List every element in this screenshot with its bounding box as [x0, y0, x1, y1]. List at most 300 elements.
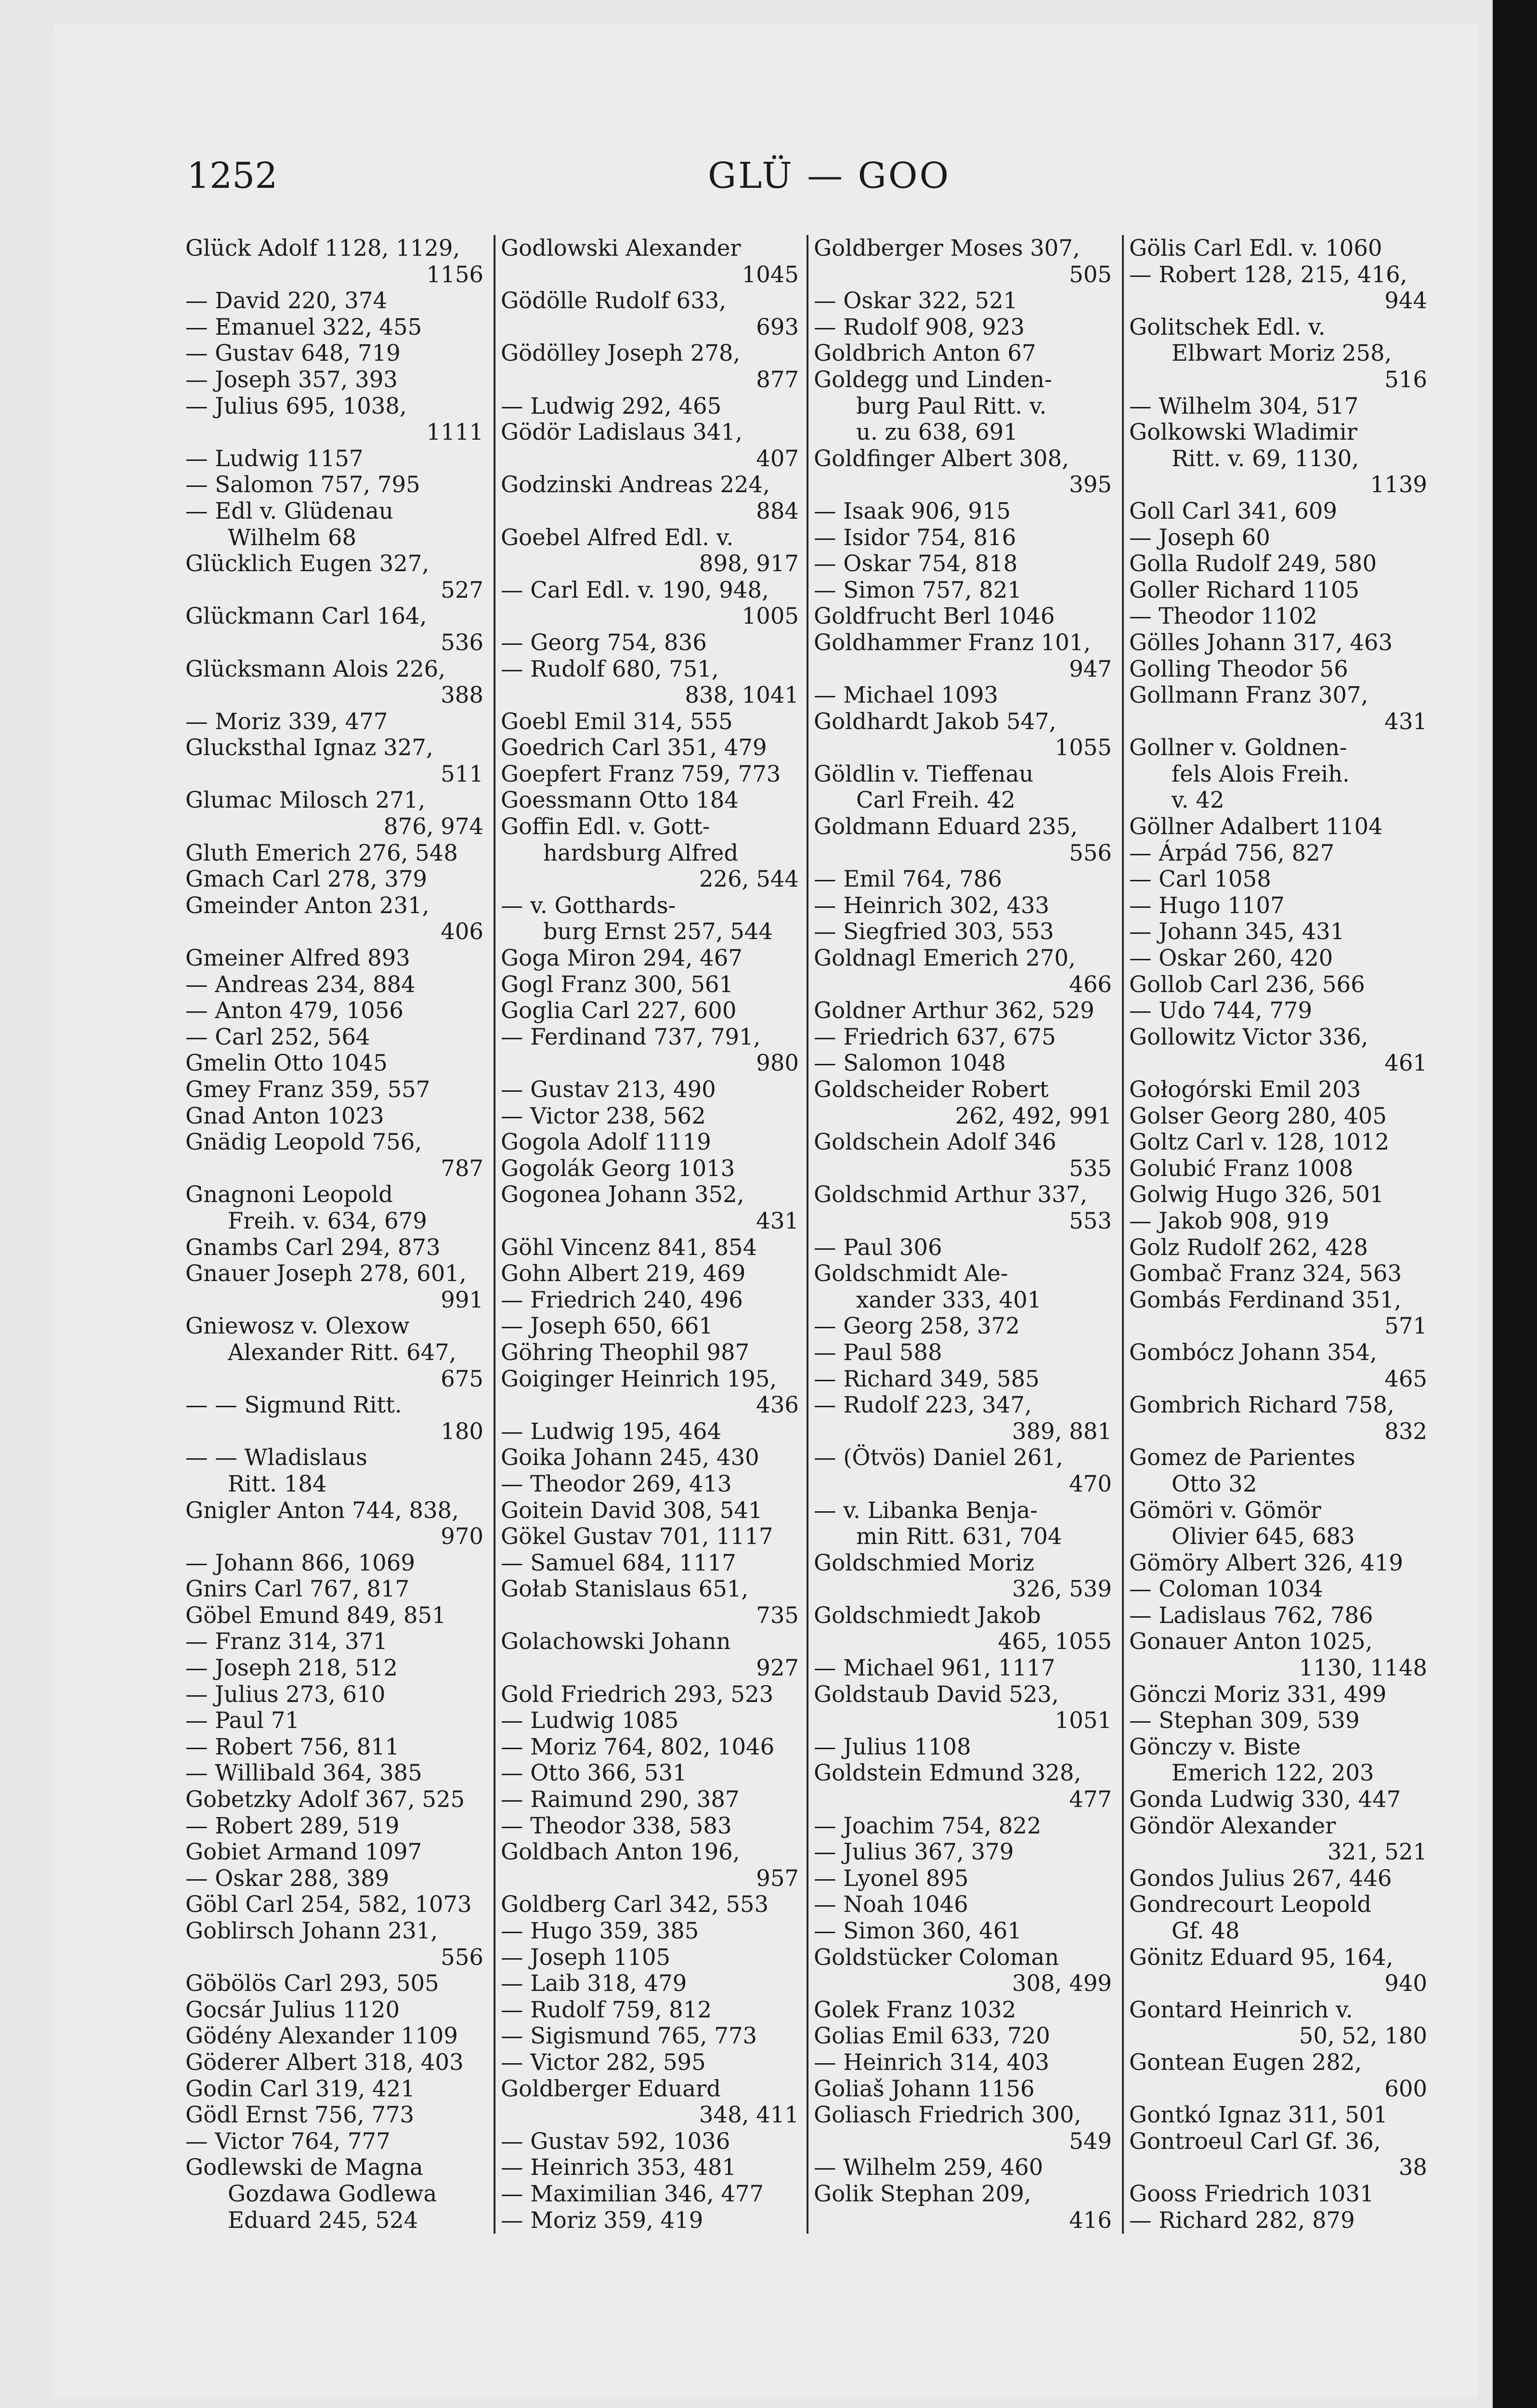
- index-entry-continuation: 556: [1069, 839, 1112, 866]
- index-entry-continuation: 1051: [1055, 1707, 1112, 1734]
- index-entry: Glücklich Eugen 327,: [185, 550, 430, 577]
- index-entry: Goitein David 308, 541: [501, 1497, 763, 1523]
- index-entry: — Laib 318, 479: [501, 1970, 687, 1997]
- index-entry: — Oskar 260, 420: [1129, 945, 1333, 971]
- index-column-3: [814, 235, 1115, 2233]
- index-entry: — Wilhelm 304, 517: [1129, 393, 1359, 419]
- index-entry: Eduard 245, 524: [228, 2207, 418, 2233]
- index-entry: — Hugo 1107: [1129, 892, 1285, 918]
- index-entry: Goldschmied Moriz: [814, 1549, 1034, 1576]
- index-entry: fels Alois Freih.: [1172, 760, 1350, 787]
- index-entry: — Paul 588: [814, 1339, 942, 1365]
- index-entry: Gnad Anton 1023: [185, 1102, 384, 1129]
- index-entry: Goldfinger Albert 308,: [814, 445, 1069, 471]
- index-entry: — Rudolf 908, 923: [814, 314, 1025, 340]
- index-entry-continuation: 535: [1069, 1155, 1112, 1181]
- index-entry: Golachowski Johann: [501, 1628, 731, 1655]
- index-entry: Gönitz Eduard 95, 164,: [1129, 1944, 1394, 1970]
- index-entry: — David 220, 374: [185, 288, 388, 314]
- index-entry: — Gustav 648, 719: [185, 340, 401, 366]
- index-entry-continuation: 50, 52, 180: [1299, 2023, 1427, 2049]
- index-entry: Gonauer Anton 1025,: [1129, 1628, 1373, 1655]
- index-entry: Gönczy v. Biste: [1129, 1733, 1301, 1760]
- page-number: 1252: [187, 155, 278, 196]
- index-entry: — Salomon 757, 795: [185, 471, 420, 498]
- index-entry: Gnirs Carl 767, 817: [185, 1576, 410, 1602]
- index-entry-continuation: 466: [1069, 971, 1112, 997]
- index-entry: — Robert 128, 215, 416,: [1129, 261, 1407, 288]
- index-entry: Goldstaub David 523,: [814, 1681, 1059, 1707]
- index-entry: — Joseph 650, 661: [501, 1313, 713, 1339]
- index-entry: Glumac Milosch 271,: [185, 787, 426, 813]
- index-entry: Gołab Stanislaus 651,: [501, 1576, 749, 1602]
- index-entry: — Raimund 290, 387: [501, 1786, 740, 1813]
- index-entry: — v. Gotthards-: [501, 892, 676, 918]
- index-entry: Goga Miron 294, 467: [501, 945, 742, 971]
- index-entry: Golz Rudolf 262, 428: [1129, 1234, 1368, 1260]
- index-entry: Goldberg Carl 342, 553: [501, 1891, 769, 1918]
- index-entry: Golias Emil 633, 720: [814, 2023, 1050, 2049]
- index-entry: Goldbrich Anton 67: [814, 340, 1036, 366]
- index-entry: — Gustav 592, 1036: [501, 2128, 730, 2154]
- index-entry: Gmeiner Alfred 893: [185, 945, 410, 971]
- index-entry: Godlewski de Magna: [185, 2154, 423, 2181]
- index-entry: Goessmann Otto 184: [501, 787, 739, 813]
- index-entry: Gontroeul Carl Gf. 36,: [1129, 2128, 1381, 2154]
- index-entry: — v. Libanka Benja-: [814, 1497, 1038, 1523]
- index-entry: Gogl Franz 300, 561: [501, 971, 734, 997]
- index-entry: Godin Carl 319, 421: [185, 2075, 415, 2102]
- index-entry: Gödör Ladislaus 341,: [501, 419, 742, 445]
- index-entry-continuation: 38: [1398, 2154, 1427, 2181]
- index-entry: Goldschmiedt Jakob: [814, 1602, 1041, 1628]
- index-entry: — Friedrich 240, 496: [501, 1286, 743, 1313]
- index-entry: Gogonea Johann 352,: [501, 1181, 744, 1208]
- index-entry: Gogola Adolf 1119: [501, 1129, 711, 1155]
- index-entry: — Paul 306: [814, 1234, 942, 1260]
- index-entry: Gobiet Armand 1097: [185, 1839, 422, 1865]
- index-entry: — Wilhelm 259, 460: [814, 2154, 1043, 2181]
- index-entry-continuation: 787: [441, 1155, 483, 1181]
- running-head: GLÜ — GOO: [708, 155, 951, 196]
- index-entry: Göhring Theophil 987: [501, 1339, 750, 1365]
- index-entry-continuation: 675: [441, 1365, 483, 1392]
- index-entry: Gogolák Georg 1013: [501, 1155, 735, 1181]
- index-entry: Goliaš Johann 1156: [814, 2075, 1035, 2102]
- index-entry-continuation: 947: [1069, 655, 1112, 682]
- index-entry: hardsburg Alfred: [543, 839, 739, 866]
- index-entry: Gooss Friedrich 1031: [1129, 2180, 1374, 2207]
- index-entry-continuation: 180: [441, 1418, 483, 1444]
- index-entry: — Carl Edl. v. 190, 948,: [501, 576, 769, 603]
- index-entry: Golik Stephan 209,: [814, 2180, 1031, 2207]
- index-entry: Goltz Carl v. 128, 1012: [1129, 1129, 1390, 1155]
- index-entry: Goldhardt Jakob 547,: [814, 708, 1056, 734]
- index-entry-continuation: 1139: [1370, 471, 1427, 498]
- index-entry: Goldner Arthur 362, 529: [814, 997, 1094, 1024]
- index-entry-continuation: 735: [756, 1602, 799, 1628]
- index-entry: Goglia Carl 227, 600: [501, 997, 737, 1024]
- index-entry: Freih. v. 634, 679: [228, 1207, 427, 1234]
- index-entry: Gniewosz v. Olexow: [185, 1313, 410, 1339]
- index-entry: Göbölös Carl 293, 505: [185, 1970, 439, 1997]
- index-entry-continuation: 516: [1384, 366, 1427, 393]
- index-entry: Gömöry Albert 326, 419: [1129, 1549, 1404, 1576]
- index-entry-continuation: 1045: [742, 261, 799, 288]
- index-entry-continuation: 944: [1384, 288, 1427, 314]
- index-entry: Göndör Alexander: [1129, 1812, 1336, 1839]
- index-entry: Gönczi Moriz 331, 499: [1129, 1681, 1387, 1707]
- index-entry: — Ladislaus 762, 786: [1129, 1602, 1373, 1628]
- index-entry: — Oskar 754, 818: [814, 550, 1018, 577]
- index-entry: — Georg 754, 836: [501, 629, 707, 655]
- index-entry-continuation: 308, 499: [1012, 1970, 1112, 1997]
- index-entry: Godlowski Alexander: [501, 235, 741, 261]
- index-entry: Gondrecourt Leopold: [1129, 1891, 1372, 1918]
- index-entry: — Salomon 1048: [814, 1050, 1006, 1076]
- index-entry: Goldfrucht Berl 1046: [814, 603, 1055, 629]
- index-entry: Gluth Emerich 276, 548: [185, 839, 458, 866]
- index-entry: — Victor 764, 777: [185, 2128, 391, 2154]
- index-entry: u. zu 638, 691: [856, 419, 1018, 445]
- index-entry: Gold Friedrich 293, 523: [501, 1681, 774, 1707]
- index-entry: — Isidor 754, 816: [814, 524, 1016, 550]
- index-entry: Gocsár Julius 1120: [185, 1996, 400, 2023]
- index-entry: — Theodor 1102: [1129, 603, 1317, 629]
- index-entry: Gombás Ferdinand 351,: [1129, 1286, 1402, 1313]
- index-entry-continuation: 553: [1069, 1207, 1112, 1234]
- index-entry: Goldschein Adolf 346: [814, 1129, 1056, 1155]
- index-entry: — — Sigmund Ritt.: [185, 1392, 402, 1418]
- index-entry-continuation: 884: [756, 497, 799, 524]
- index-entry: Goldmann Eduard 235,: [814, 813, 1078, 840]
- index-entry: Goller Richard 1105: [1129, 576, 1360, 603]
- index-entry: — Carl 252, 564: [185, 1023, 370, 1050]
- index-entry-continuation: 505: [1069, 261, 1112, 288]
- index-entry-continuation: 461: [1384, 1050, 1427, 1076]
- index-entry: Golla Rudolf 249, 580: [1129, 550, 1377, 577]
- index-entry: Goldscheider Robert: [814, 1076, 1049, 1102]
- index-entry: — Joseph 1105: [501, 1944, 671, 1970]
- index-entry: Golitschek Edl. v.: [1129, 314, 1326, 340]
- index-entry: — Emanuel 322, 455: [185, 314, 422, 340]
- index-entry-continuation: 511: [441, 760, 483, 787]
- index-entry: Gnädig Leopold 756,: [185, 1129, 422, 1155]
- index-entry: — Moriz 339, 477: [185, 708, 388, 734]
- index-entry: Goebl Emil 314, 555: [501, 708, 733, 734]
- index-column-2: [501, 235, 802, 2233]
- index-entry: Gontkó Ignaz 311, 501: [1129, 2102, 1388, 2128]
- index-entry-continuation: 957: [756, 1865, 799, 1891]
- index-entry: Goika Johann 245, 430: [501, 1444, 759, 1471]
- index-entry-continuation: 1111: [426, 419, 483, 445]
- index-entry-continuation: 431: [1384, 708, 1427, 734]
- index-entry: burg Ernst 257, 544: [543, 918, 773, 945]
- index-entry: — Noah 1046: [814, 1891, 968, 1918]
- index-entry: — Rudolf 759, 812: [501, 1996, 712, 2023]
- index-entry: Goiginger Heinrich 195,: [501, 1365, 777, 1392]
- index-entry: — Heinrich 302, 433: [814, 892, 1050, 918]
- index-entry: — Moriz 359, 419: [501, 2207, 703, 2233]
- index-entry: xander 333, 401: [856, 1286, 1042, 1313]
- index-entry: — Theodor 269, 413: [501, 1470, 732, 1497]
- index-entry-continuation: 407: [756, 445, 799, 471]
- index-entry: — Georg 258, 372: [814, 1313, 1020, 1339]
- index-entry-continuation: 571: [1384, 1313, 1427, 1339]
- index-entry-continuation: 321, 521: [1327, 1839, 1427, 1865]
- index-entry: Olivier 645, 683: [1172, 1523, 1355, 1550]
- index-entry: Goebel Alfred Edl. v.: [501, 524, 734, 550]
- index-entry: Gökel Gustav 701, 1117: [501, 1523, 773, 1550]
- index-entry-continuation: 527: [441, 576, 483, 603]
- index-entry: Gondos Julius 267, 446: [1129, 1865, 1392, 1891]
- index-entry: — Joachim 754, 822: [814, 1812, 1042, 1839]
- index-entry-continuation: 477: [1069, 1786, 1112, 1813]
- index-entry: Golwig Hugo 326, 501: [1129, 1181, 1384, 1208]
- index-entry: — Johann 345, 431: [1129, 918, 1345, 945]
- index-entry: burg Paul Ritt. v.: [856, 393, 1047, 419]
- index-entry: Göhl Vincenz 841, 854: [501, 1234, 757, 1260]
- index-entry-continuation: 262, 492, 991: [955, 1102, 1112, 1129]
- index-entry: Otto 32: [1172, 1470, 1257, 1497]
- index-entry: — Rudolf 223, 347,: [814, 1392, 1032, 1418]
- index-entry: — Julius 695, 1038,: [185, 393, 407, 419]
- index-entry: — Edl v. Glüdenau: [185, 497, 393, 524]
- index-entry: Goldschmidt Ale-: [814, 1260, 1008, 1287]
- index-entry: Gontean Eugen 282,: [1129, 2049, 1362, 2075]
- index-entry: — Ferdinand 737, 791,: [501, 1023, 761, 1050]
- index-entry: Gmelin Otto 1045: [185, 1050, 388, 1076]
- index-entry-continuation: 431: [756, 1207, 799, 1234]
- index-entry: — Joseph 60: [1129, 524, 1270, 550]
- index-entry: Wilhelm 68: [228, 524, 357, 550]
- index-entry: — Stephan 309, 539: [1129, 1707, 1360, 1734]
- index-entry: — Paul 71: [185, 1707, 300, 1734]
- index-entry: Gölis Carl Edl. v. 1060: [1129, 235, 1382, 261]
- index-entry: Gomez de Parientes: [1129, 1444, 1355, 1471]
- index-entry: — Simon 360, 461: [814, 1918, 1022, 1944]
- index-entry: Gollmann Franz 307,: [1129, 682, 1368, 708]
- index-entry: Gmach Carl 278, 379: [185, 866, 427, 892]
- index-entry-continuation: 406: [441, 918, 483, 945]
- index-entry: Gonda Ludwig 330, 447: [1129, 1786, 1401, 1813]
- index-entry: Gf. 48: [1172, 1918, 1240, 1944]
- index-entry: Goffin Edl. v. Gott-: [501, 813, 710, 840]
- index-entry: — Julius 1108: [814, 1733, 971, 1760]
- index-entry: — Samuel 684, 1117: [501, 1549, 736, 1576]
- index-entry: Gödölle Rudolf 633,: [501, 288, 727, 314]
- index-entry-continuation: 556: [441, 1944, 483, 1970]
- index-entry: Gohn Albert 219, 469: [501, 1260, 746, 1287]
- index-entry: Gödény Alexander 1109: [185, 2023, 458, 2049]
- index-entry: Gödölley Joseph 278,: [501, 340, 741, 366]
- index-entry-continuation: 388: [441, 682, 483, 708]
- index-entry: — Gustav 213, 490: [501, 1076, 716, 1102]
- index-entry: Ritt. 184: [228, 1470, 327, 1497]
- index-entry: — Ludwig 292, 465: [501, 393, 722, 419]
- index-entry-continuation: 1005: [742, 603, 799, 629]
- index-entry-continuation: 436: [756, 1392, 799, 1418]
- index-entry: — Árpád 756, 827: [1129, 839, 1335, 866]
- index-entry: — Joseph 218, 512: [185, 1655, 398, 1681]
- index-entry: Goedrich Carl 351, 479: [501, 734, 767, 761]
- index-entry-continuation: 600: [1384, 2075, 1427, 2102]
- index-column-1: [185, 235, 486, 2233]
- index-entry-continuation: 876, 974: [383, 813, 483, 840]
- index-entry: Goll Carl 341, 609: [1129, 497, 1337, 524]
- index-entry: Gmeinder Anton 231,: [185, 892, 430, 918]
- index-entry: Goldegg und Linden-: [814, 366, 1052, 393]
- index-entry: Glück Adolf 1128, 1129,: [185, 235, 460, 261]
- index-entry: — Andreas 234, 884: [185, 971, 416, 997]
- index-entry: — Rudolf 680, 751,: [501, 655, 719, 682]
- index-entry: Goldberger Moses 307,: [814, 235, 1080, 261]
- index-entry-continuation: 416: [1069, 2207, 1112, 2233]
- index-entry: Goldschmid Arthur 337,: [814, 1181, 1088, 1208]
- index-entry: Gmey Franz 359, 557: [185, 1076, 430, 1102]
- column-rule: [494, 235, 495, 2234]
- index-entry-continuation: 395: [1069, 471, 1112, 498]
- index-entry: Glückmann Carl 164,: [185, 603, 427, 629]
- index-entry: — Hugo 359, 385: [501, 1918, 699, 1944]
- index-entry-continuation: 1156: [426, 261, 483, 288]
- index-entry: Goldstein Edmund 328,: [814, 1760, 1081, 1786]
- index-entry-continuation: 980: [756, 1050, 799, 1076]
- index-entry: — Julius 273, 610: [185, 1681, 386, 1707]
- index-entry-continuation: 465: [1384, 1365, 1427, 1392]
- column-rule: [807, 235, 808, 2234]
- index-entry: — (Ötvös) Daniel 261,: [814, 1444, 1063, 1471]
- index-entry: — Isaak 906, 915: [814, 497, 1011, 524]
- index-entry: — Heinrich 314, 403: [814, 2049, 1050, 2075]
- index-entry: Gnagnoni Leopold: [185, 1181, 393, 1208]
- index-entry: — Carl 1058: [1129, 866, 1271, 892]
- index-entry-continuation: 465, 1055: [998, 1628, 1112, 1655]
- index-entry: — Sigismund 765, 773: [501, 2023, 757, 2049]
- index-entry: Elbwart Moriz 258,: [1172, 340, 1392, 366]
- index-entry: — Heinrich 353, 481: [501, 2154, 737, 2181]
- index-entry: Gombócz Johann 354,: [1129, 1339, 1377, 1365]
- index-entry: Goblirsch Johann 231,: [185, 1918, 438, 1944]
- scan-edge-shadow: [1493, 0, 1537, 2408]
- index-entry: — Siegfried 303, 553: [814, 918, 1054, 945]
- index-entry: — Theodor 338, 583: [501, 1812, 732, 1839]
- index-entry: — Ludwig 195, 464: [501, 1418, 722, 1444]
- index-entry: — Jakob 908, 919: [1129, 1207, 1329, 1234]
- index-entry: Goepfert Franz 759, 773: [501, 760, 781, 787]
- index-entry: Göbl Carl 254, 582, 1073: [185, 1891, 472, 1918]
- index-entry: — Willibald 364, 385: [185, 1760, 422, 1786]
- index-entry: Alexander Ritt. 647,: [228, 1339, 456, 1365]
- index-entry: Goldbach Anton 196,: [501, 1839, 740, 1865]
- index-entry: — Maximilian 346, 477: [501, 2180, 764, 2207]
- index-entry: Gozdawa Godlewa: [228, 2180, 437, 2207]
- index-entry-continuation: 1130, 1148: [1299, 1655, 1427, 1681]
- index-entry: — Emil 764, 786: [814, 866, 1002, 892]
- column-rule: [1122, 235, 1124, 2234]
- index-entry: — Michael 1093: [814, 682, 998, 708]
- index-entry-continuation: 838, 1041: [685, 682, 799, 708]
- index-entry: Gödl Ernst 756, 773: [185, 2102, 415, 2128]
- index-entry: Golubić Franz 1008: [1129, 1155, 1354, 1181]
- index-entry: Emerich 122, 203: [1172, 1760, 1374, 1786]
- index-entry: Goldhammer Franz 101,: [814, 629, 1091, 655]
- index-entry: — Ludwig 1085: [501, 1707, 679, 1734]
- index-entry: — Oskar 322, 521: [814, 288, 1018, 314]
- index-entry-continuation: 832: [1384, 1418, 1427, 1444]
- index-entry: min Ritt. 631, 704: [856, 1523, 1062, 1550]
- index-entry-continuation: 877: [756, 366, 799, 393]
- index-entry: Golling Theodor 56: [1129, 655, 1348, 682]
- index-entry: Gollob Carl 236, 566: [1129, 971, 1365, 997]
- index-entry: — Lyonel 895: [814, 1865, 969, 1891]
- index-entry: Gołogórski Emil 203: [1129, 1076, 1361, 1102]
- index-entry: — Michael 961, 1117: [814, 1655, 1055, 1681]
- index-entry: v. 42: [1172, 787, 1224, 813]
- index-entry-continuation: 1055: [1055, 734, 1112, 761]
- index-entry: — Robert 756, 811: [185, 1733, 400, 1760]
- index-entry: Gombač Franz 324, 563: [1129, 1260, 1402, 1287]
- index-entry: — Robert 289, 519: [185, 1812, 400, 1839]
- index-entry: Carl Freih. 42: [856, 787, 1016, 813]
- index-entry-continuation: 348, 411: [699, 2102, 799, 2128]
- index-entry: — Johann 866, 1069: [185, 1549, 415, 1576]
- index-entry: — Julius 367, 379: [814, 1839, 1014, 1865]
- index-entry: — Joseph 357, 393: [185, 366, 398, 393]
- index-entry: Gombrich Richard 758,: [1129, 1392, 1394, 1418]
- index-entry: Göderer Albert 318, 403: [185, 2049, 464, 2075]
- index-entry-continuation: 549: [1069, 2128, 1112, 2154]
- index-entry: — Moriz 764, 802, 1046: [501, 1733, 775, 1760]
- index-entry: Gnauer Joseph 278, 601,: [185, 1260, 467, 1287]
- index-entry: Gollowitz Victor 336,: [1129, 1023, 1368, 1050]
- index-entry-continuation: 991: [441, 1286, 483, 1313]
- index-entry: Godzinski Andreas 224,: [501, 471, 770, 498]
- index-column-4: [1129, 235, 1430, 2233]
- index-entry: — Friedrich 637, 675: [814, 1023, 1056, 1050]
- index-entry-continuation: 536: [441, 629, 483, 655]
- index-entry-continuation: 326, 539: [1012, 1576, 1112, 1602]
- index-entry: Gontard Heinrich v.: [1129, 1996, 1353, 2023]
- index-entry: Goldnagl Emerich 270,: [814, 945, 1076, 971]
- index-entry: Golkowski Wladimir: [1129, 419, 1357, 445]
- index-entry: Göldlin v. Tieffenau: [814, 760, 1034, 787]
- index-entry-continuation: 898, 917: [699, 550, 799, 577]
- index-entry: — Oskar 288, 389: [185, 1865, 390, 1891]
- index-entry: Goliasch Friedrich 300,: [814, 2102, 1081, 2128]
- index-entry-continuation: 389, 881: [1012, 1418, 1112, 1444]
- index-entry: — Coloman 1034: [1129, 1576, 1323, 1602]
- index-entry: Gömöri v. Gömör: [1129, 1497, 1321, 1523]
- index-entry: — Ludwig 1157: [185, 445, 364, 471]
- index-entry-continuation: 927: [756, 1655, 799, 1681]
- index-entry-continuation: 970: [441, 1523, 483, 1550]
- index-entry: — Otto 366, 531: [501, 1760, 687, 1786]
- index-entry-continuation: 940: [1384, 1970, 1427, 1997]
- index-entry: — Anton 479, 1056: [185, 997, 404, 1024]
- index-entry: Golser Georg 280, 405: [1129, 1102, 1387, 1129]
- index-entry: — — Wladislaus: [185, 1444, 367, 1471]
- index-entry: Göllner Adalbert 1104: [1129, 813, 1383, 840]
- index-entry: Göbel Emund 849, 851: [185, 1602, 446, 1628]
- index-entry: Gobetzky Adolf 367, 525: [185, 1786, 465, 1813]
- index-entry: Ritt. v. 69, 1130,: [1172, 445, 1359, 471]
- index-entry: — Franz 314, 371: [185, 1628, 388, 1655]
- index-entry: — Victor 282, 595: [501, 2049, 706, 2075]
- index-entry-continuation: 470: [1069, 1470, 1112, 1497]
- index-entry: Golek Franz 1032: [814, 1996, 1016, 2023]
- index-entry-continuation: 693: [756, 314, 799, 340]
